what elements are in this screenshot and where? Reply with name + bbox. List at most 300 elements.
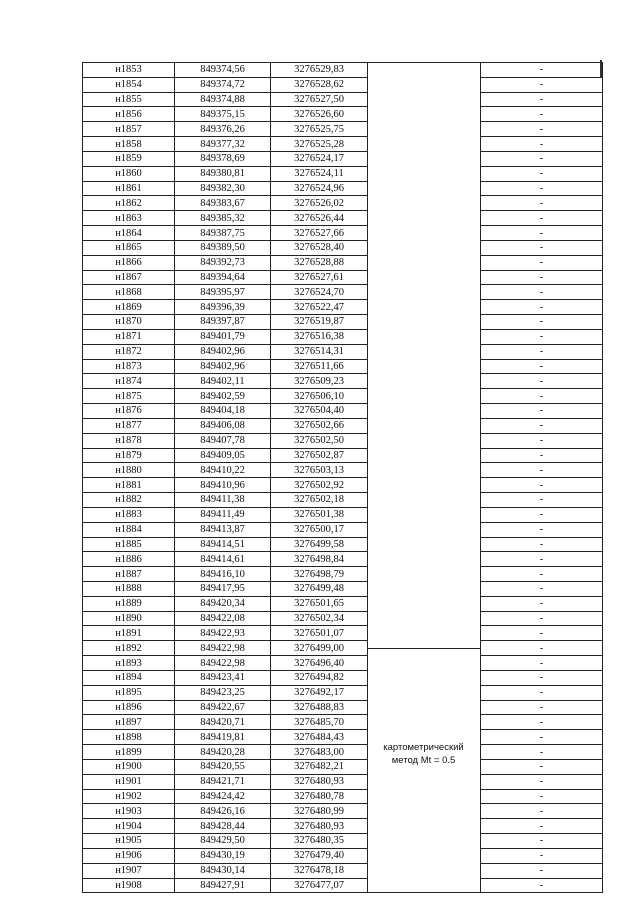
method-cell <box>368 107 481 122</box>
method-cell <box>368 418 481 433</box>
method-cell <box>368 567 481 582</box>
x-coordinate-cell: 849392,73 <box>175 255 271 270</box>
method-cell <box>368 537 481 552</box>
x-coordinate-cell: 849426,16 <box>175 804 271 819</box>
method-cell <box>368 493 481 508</box>
precision-cell: - <box>481 63 603 78</box>
point-cell: н1897 <box>83 715 175 730</box>
y-coordinate-cell: 3276527,66 <box>271 226 368 241</box>
y-coordinate-cell: 3276525,28 <box>271 137 368 152</box>
precision-cell: - <box>481 226 603 241</box>
method-cell <box>368 878 481 893</box>
table-row <box>83 581 603 596</box>
y-coordinate-cell: 3276488,83 <box>271 700 368 715</box>
precision-cell: - <box>481 819 603 834</box>
method-cell <box>368 685 481 700</box>
precision-cell: - <box>481 315 603 330</box>
point-cell: н1859 <box>83 151 175 166</box>
table-row <box>83 774 603 789</box>
point-cell: н1877 <box>83 418 175 433</box>
x-coordinate-cell: 849429,50 <box>175 834 271 849</box>
point-cell: н1887 <box>83 567 175 582</box>
y-coordinate-cell: 3276506,10 <box>271 389 368 404</box>
x-coordinate-cell: 849416,10 <box>175 567 271 582</box>
precision-cell: - <box>481 329 603 344</box>
point-cell: н1864 <box>83 226 175 241</box>
point-cell: н1855 <box>83 92 175 107</box>
x-coordinate-cell: 849395,97 <box>175 285 271 300</box>
method-cell <box>368 211 481 226</box>
table-row <box>83 137 603 152</box>
method-cell <box>368 374 481 389</box>
y-coordinate-cell: 3276480,78 <box>271 789 368 804</box>
point-cell: н1872 <box>83 344 175 359</box>
precision-cell: - <box>481 404 603 419</box>
precision-cell: - <box>481 567 603 582</box>
point-cell: н1901 <box>83 774 175 789</box>
table-row <box>83 596 603 611</box>
table-row <box>83 240 603 255</box>
table-row <box>83 670 603 685</box>
point-cell: н1865 <box>83 240 175 255</box>
y-coordinate-cell: 3276526,44 <box>271 211 368 226</box>
table-row <box>83 285 603 300</box>
method-cell <box>368 122 481 137</box>
table-row <box>83 552 603 567</box>
precision-cell: - <box>481 848 603 863</box>
table-row <box>83 374 603 389</box>
y-coordinate-cell: 3276502,18 <box>271 493 368 508</box>
x-coordinate-cell: 849422,98 <box>175 641 271 656</box>
precision-cell: - <box>481 77 603 92</box>
table-row <box>83 700 603 715</box>
point-cell: н1898 <box>83 730 175 745</box>
point-cell: н1890 <box>83 611 175 626</box>
point-cell: н1884 <box>83 522 175 537</box>
precision-cell: - <box>481 196 603 211</box>
y-coordinate-cell: 3276482,21 <box>271 759 368 774</box>
y-coordinate-cell: 3276503,13 <box>271 463 368 478</box>
table-row <box>83 404 603 419</box>
x-coordinate-cell: 849397,87 <box>175 315 271 330</box>
table-row <box>83 151 603 166</box>
method-cell <box>368 92 481 107</box>
y-coordinate-cell: 3276524,11 <box>271 166 368 181</box>
table-row <box>83 270 603 285</box>
page-edge-mark <box>600 60 602 78</box>
point-cell: н1870 <box>83 315 175 330</box>
x-coordinate-cell: 849420,28 <box>175 745 271 760</box>
method-cell <box>368 552 481 567</box>
x-coordinate-cell: 849374,88 <box>175 92 271 107</box>
precision-cell: - <box>481 641 603 656</box>
precision-cell: - <box>481 122 603 137</box>
point-cell: н1875 <box>83 389 175 404</box>
method-cell <box>368 315 481 330</box>
x-coordinate-cell: 849404,18 <box>175 404 271 419</box>
y-coordinate-cell: 3276529,83 <box>271 63 368 78</box>
table-row <box>83 863 603 878</box>
x-coordinate-cell: 849385,32 <box>175 211 271 226</box>
method-cell <box>368 344 481 359</box>
precision-cell: - <box>481 300 603 315</box>
point-cell: н1883 <box>83 507 175 522</box>
table-row <box>83 656 603 671</box>
table-row <box>83 730 603 745</box>
table-row <box>83 567 603 582</box>
x-coordinate-cell: 849374,72 <box>175 77 271 92</box>
precision-cell: - <box>481 151 603 166</box>
point-cell: н1905 <box>83 834 175 849</box>
point-cell: н1894 <box>83 670 175 685</box>
y-coordinate-cell: 3276502,87 <box>271 448 368 463</box>
x-coordinate-cell: 849420,55 <box>175 759 271 774</box>
y-coordinate-cell: 3276528,40 <box>271 240 368 255</box>
table-row <box>83 255 603 270</box>
point-cell: н1857 <box>83 122 175 137</box>
y-coordinate-cell: 3276483,00 <box>271 745 368 760</box>
x-coordinate-cell: 849402,59 <box>175 389 271 404</box>
y-coordinate-cell: 3276527,61 <box>271 270 368 285</box>
y-coordinate-cell: 3276501,38 <box>271 507 368 522</box>
x-coordinate-cell: 849413,87 <box>175 522 271 537</box>
method-cell <box>368 181 481 196</box>
point-cell: н1891 <box>83 626 175 641</box>
method-cell <box>368 670 481 685</box>
point-cell: н1895 <box>83 685 175 700</box>
precision-cell: - <box>481 433 603 448</box>
precision-cell: - <box>481 493 603 508</box>
table-row <box>83 537 603 552</box>
point-cell: н1899 <box>83 745 175 760</box>
table-row <box>83 418 603 433</box>
x-coordinate-cell: 849422,67 <box>175 700 271 715</box>
precision-cell: - <box>481 626 603 641</box>
y-coordinate-cell: 3276480,93 <box>271 819 368 834</box>
x-coordinate-cell: 849422,93 <box>175 626 271 641</box>
point-cell: н1854 <box>83 77 175 92</box>
x-coordinate-cell: 849401,79 <box>175 329 271 344</box>
y-coordinate-cell: 3276479,40 <box>271 848 368 863</box>
method-cell <box>368 270 481 285</box>
y-coordinate-cell: 3276499,48 <box>271 581 368 596</box>
point-cell: н1863 <box>83 211 175 226</box>
point-cell: н1902 <box>83 789 175 804</box>
y-coordinate-cell: 3276480,35 <box>271 834 368 849</box>
x-coordinate-cell: 849377,32 <box>175 137 271 152</box>
x-coordinate-cell: 849417,95 <box>175 581 271 596</box>
precision-cell: - <box>481 374 603 389</box>
y-coordinate-cell: 3276494,82 <box>271 670 368 685</box>
method-cell <box>368 226 481 241</box>
method-cell <box>368 433 481 448</box>
table-row <box>83 878 603 893</box>
precision-cell: - <box>481 700 603 715</box>
y-coordinate-cell: 3276498,79 <box>271 567 368 582</box>
x-coordinate-cell: 849380,81 <box>175 166 271 181</box>
y-coordinate-cell: 3276499,00 <box>271 641 368 656</box>
x-coordinate-cell: 849387,75 <box>175 226 271 241</box>
point-cell: н1886 <box>83 552 175 567</box>
table-row <box>83 226 603 241</box>
x-coordinate-cell: 849402,11 <box>175 374 271 389</box>
precision-cell: - <box>481 685 603 700</box>
precision-cell: - <box>481 834 603 849</box>
y-coordinate-cell: 3276514,31 <box>271 344 368 359</box>
table-row <box>83 804 603 819</box>
point-cell: н1881 <box>83 478 175 493</box>
table-row <box>83 848 603 863</box>
point-cell: н1907 <box>83 863 175 878</box>
point-cell: н1871 <box>83 329 175 344</box>
precision-cell: - <box>481 730 603 745</box>
precision-cell: - <box>481 581 603 596</box>
y-coordinate-cell: 3276480,99 <box>271 804 368 819</box>
method-cell <box>368 404 481 419</box>
method-cell <box>368 715 481 730</box>
method-cell <box>368 137 481 152</box>
precision-cell: - <box>481 389 603 404</box>
precision-cell: - <box>481 789 603 804</box>
method-cell <box>368 448 481 463</box>
y-coordinate-cell: 3276524,17 <box>271 151 368 166</box>
x-coordinate-cell: 849402,96 <box>175 359 271 374</box>
precision-cell: - <box>481 478 603 493</box>
x-coordinate-cell: 849422,98 <box>175 656 271 671</box>
x-coordinate-cell: 849383,67 <box>175 196 271 211</box>
precision-cell: - <box>481 107 603 122</box>
x-coordinate-cell: 849423,25 <box>175 685 271 700</box>
y-coordinate-cell: 3276502,50 <box>271 433 368 448</box>
x-coordinate-cell: 849423,41 <box>175 670 271 685</box>
precision-cell: - <box>481 181 603 196</box>
table-row <box>83 211 603 226</box>
precision-cell: - <box>481 240 603 255</box>
y-coordinate-cell: 3276524,96 <box>271 181 368 196</box>
method-cell <box>368 626 481 641</box>
y-coordinate-cell: 3276485,70 <box>271 715 368 730</box>
x-coordinate-cell: 849396,39 <box>175 300 271 315</box>
y-coordinate-cell: 3276525,75 <box>271 122 368 137</box>
x-coordinate-cell: 849410,96 <box>175 478 271 493</box>
method-label <box>367 741 480 767</box>
table-row <box>83 433 603 448</box>
x-coordinate-cell: 849420,71 <box>175 715 271 730</box>
precision-cell: - <box>481 463 603 478</box>
method-cell <box>368 285 481 300</box>
method-label-line-1: картометрический <box>383 742 464 753</box>
method-cell <box>368 863 481 878</box>
x-coordinate-cell: 849375,15 <box>175 107 271 122</box>
table-row <box>83 819 603 834</box>
method-cell <box>368 774 481 789</box>
precision-cell: - <box>481 552 603 567</box>
x-coordinate-cell: 849414,61 <box>175 552 271 567</box>
table-row <box>83 315 603 330</box>
x-coordinate-cell: 849411,38 <box>175 493 271 508</box>
table-row <box>83 463 603 478</box>
table-row <box>83 122 603 137</box>
x-coordinate-cell: 849428,44 <box>175 819 271 834</box>
point-cell: н1878 <box>83 433 175 448</box>
point-cell: н1876 <box>83 404 175 419</box>
point-cell: н1879 <box>83 448 175 463</box>
precision-cell: - <box>481 656 603 671</box>
coordinates-table-body <box>83 63 603 893</box>
precision-cell: - <box>481 359 603 374</box>
point-cell: н1856 <box>83 107 175 122</box>
point-cell: н1873 <box>83 359 175 374</box>
precision-cell: - <box>481 745 603 760</box>
precision-cell: - <box>481 448 603 463</box>
point-cell: н1906 <box>83 848 175 863</box>
precision-cell: - <box>481 507 603 522</box>
point-cell: н1904 <box>83 819 175 834</box>
method-cell <box>368 255 481 270</box>
y-coordinate-cell: 3276522,47 <box>271 300 368 315</box>
precision-cell: - <box>481 863 603 878</box>
table-row <box>83 329 603 344</box>
table-row <box>83 626 603 641</box>
point-cell: н1861 <box>83 181 175 196</box>
y-coordinate-cell: 3276502,92 <box>271 478 368 493</box>
point-cell: н1892 <box>83 641 175 656</box>
method-group-divider <box>367 648 480 649</box>
method-cell <box>368 834 481 849</box>
precision-cell: - <box>481 878 603 893</box>
table-row <box>83 344 603 359</box>
precision-cell: - <box>481 774 603 789</box>
method-cell <box>368 611 481 626</box>
x-coordinate-cell: 849407,78 <box>175 433 271 448</box>
point-cell: н1853 <box>83 63 175 78</box>
point-cell: н1885 <box>83 537 175 552</box>
point-cell: н1893 <box>83 656 175 671</box>
y-coordinate-cell: 3276502,34 <box>271 611 368 626</box>
table-row <box>83 715 603 730</box>
method-cell <box>368 804 481 819</box>
point-cell: н1866 <box>83 255 175 270</box>
y-coordinate-cell: 3276501,07 <box>271 626 368 641</box>
method-cell <box>368 166 481 181</box>
table-row <box>83 759 603 774</box>
method-label-line-2: метод Mt = 0.5 <box>391 755 456 766</box>
method-cell <box>368 522 481 537</box>
point-cell: н1860 <box>83 166 175 181</box>
precision-cell: - <box>481 715 603 730</box>
y-coordinate-cell: 3276511,66 <box>271 359 368 374</box>
x-coordinate-cell: 849421,71 <box>175 774 271 789</box>
method-cell <box>368 389 481 404</box>
y-coordinate-cell: 3276528,62 <box>271 77 368 92</box>
y-coordinate-cell: 3276501,65 <box>271 596 368 611</box>
precision-cell: - <box>481 344 603 359</box>
method-cell <box>368 359 481 374</box>
y-coordinate-cell: 3276504,40 <box>271 404 368 419</box>
point-cell: н1867 <box>83 270 175 285</box>
y-coordinate-cell: 3276477,07 <box>271 878 368 893</box>
point-cell: н1908 <box>83 878 175 893</box>
table-row <box>83 92 603 107</box>
table-row <box>83 448 603 463</box>
table-row <box>83 77 603 92</box>
x-coordinate-cell: 849374,56 <box>175 63 271 78</box>
table-row <box>83 196 603 211</box>
precision-cell: - <box>481 804 603 819</box>
point-cell: н1868 <box>83 285 175 300</box>
y-coordinate-cell: 3276502,66 <box>271 418 368 433</box>
precision-cell: - <box>481 537 603 552</box>
point-cell: н1896 <box>83 700 175 715</box>
table-row <box>83 522 603 537</box>
table-row <box>83 745 603 760</box>
x-coordinate-cell: 849406,08 <box>175 418 271 433</box>
point-cell: н1874 <box>83 374 175 389</box>
table-row <box>83 789 603 804</box>
y-coordinate-cell: 3276500,17 <box>271 522 368 537</box>
y-coordinate-cell: 3276480,93 <box>271 774 368 789</box>
point-cell: н1862 <box>83 196 175 211</box>
point-cell: н1889 <box>83 596 175 611</box>
method-cell <box>368 300 481 315</box>
coordinates-table <box>82 62 603 893</box>
y-coordinate-cell: 3276516,38 <box>271 329 368 344</box>
y-coordinate-cell: 3276528,88 <box>271 255 368 270</box>
y-coordinate-cell: 3276527,50 <box>271 92 368 107</box>
precision-cell: - <box>481 418 603 433</box>
method-cell <box>368 700 481 715</box>
point-cell: н1880 <box>83 463 175 478</box>
method-cell <box>368 581 481 596</box>
method-cell <box>368 507 481 522</box>
method-cell <box>368 478 481 493</box>
y-coordinate-cell: 3276484,43 <box>271 730 368 745</box>
method-cell <box>368 656 481 671</box>
y-coordinate-cell: 3276496,40 <box>271 656 368 671</box>
precision-cell: - <box>481 285 603 300</box>
precision-cell: - <box>481 137 603 152</box>
x-coordinate-cell: 849389,50 <box>175 240 271 255</box>
method-cell <box>368 819 481 834</box>
method-cell <box>368 329 481 344</box>
x-coordinate-cell: 849430,14 <box>175 863 271 878</box>
precision-cell: - <box>481 255 603 270</box>
x-coordinate-cell: 849382,30 <box>175 181 271 196</box>
method-cell <box>368 77 481 92</box>
point-cell: н1869 <box>83 300 175 315</box>
table-row <box>83 359 603 374</box>
method-cell <box>368 151 481 166</box>
table-row <box>83 685 603 700</box>
x-coordinate-cell: 849420,34 <box>175 596 271 611</box>
x-coordinate-cell: 849424,42 <box>175 789 271 804</box>
method-cell <box>368 848 481 863</box>
y-coordinate-cell: 3276526,02 <box>271 196 368 211</box>
point-cell: н1888 <box>83 581 175 596</box>
point-cell: н1882 <box>83 493 175 508</box>
method-cell <box>368 196 481 211</box>
precision-cell: - <box>481 611 603 626</box>
y-coordinate-cell: 3276509,23 <box>271 374 368 389</box>
table-row <box>83 493 603 508</box>
y-coordinate-cell: 3276526,60 <box>271 107 368 122</box>
y-coordinate-cell: 3276519,87 <box>271 315 368 330</box>
table-row <box>83 389 603 404</box>
precision-cell: - <box>481 166 603 181</box>
table-row <box>83 507 603 522</box>
method-cell <box>368 240 481 255</box>
precision-cell: - <box>481 670 603 685</box>
